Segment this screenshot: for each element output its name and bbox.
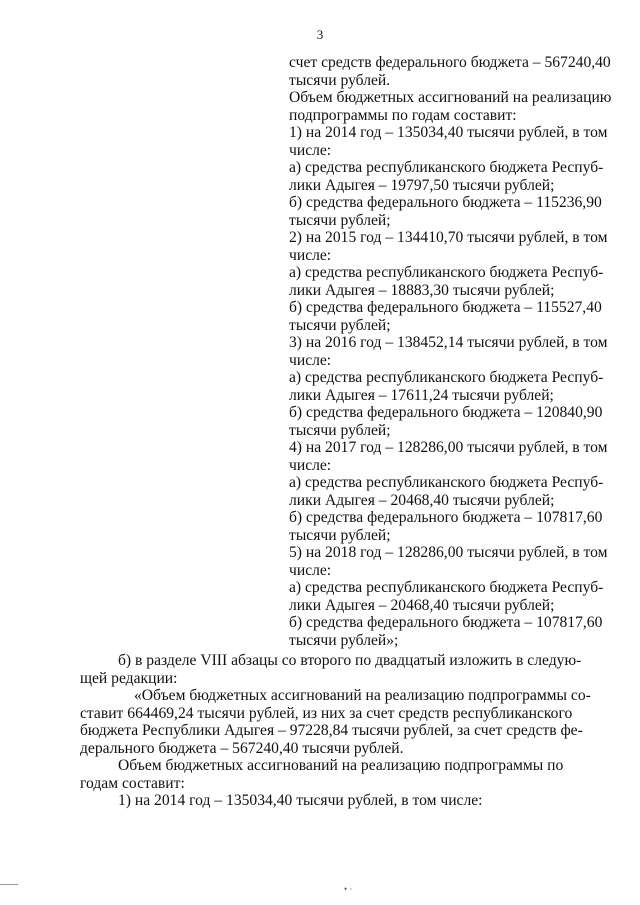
text-line: лики Адыгея – 20468,40 тысячи рублей;: [289, 596, 555, 614]
text-line: лики Адыгея – 18883,30 тысячи рублей;: [289, 281, 555, 299]
text-line: б) средства федерального бюджета – 115236,90: [289, 194, 602, 211]
text-line: 3) на 2016 год – 138452,14 тысячи рублей, в том: [289, 334, 608, 351]
text-line: тысячи рублей»;: [289, 631, 399, 649]
body-line: Объем бюджетных ассигнований на реализацию подпрограммы по: [118, 757, 564, 774]
text-line: а) средства республиканского бюджета Респуб-: [289, 159, 604, 176]
text-line: 5) на 2018 год – 128286,00 тысячи рублей, в том: [289, 544, 608, 561]
text-line: б) средства федерального бюджета – 120840,90: [289, 404, 603, 421]
body-line: б) в разделе VIII абзацы со второго по двадцатый изложить в следую-: [118, 652, 582, 669]
text-line: лики Адыгея – 19797,50 тысячи рублей;: [289, 176, 555, 194]
text-line: числе:: [289, 141, 332, 159]
text-line: тысячи рублей;: [289, 421, 391, 439]
text-line: б) средства федерального бюджета – 107817,60: [289, 509, 603, 526]
text-line: тысячи рублей;: [289, 211, 391, 229]
text-line: подпрограммы по годам составит:: [289, 106, 517, 124]
text-line: счет средств федерального бюджета – 567240,40: [289, 54, 611, 71]
right-column-text: [289, 54, 612, 649]
page-number: 3: [316, 27, 324, 42]
text-line: числе:: [289, 246, 332, 264]
text-line: тысячи рублей;: [289, 316, 391, 334]
text-line: числе:: [289, 456, 332, 474]
text-line: Объем бюджетных ассигнований на реализацию: [289, 89, 612, 106]
text-line: б) средства федерального бюджета – 107817,60: [289, 614, 603, 631]
body-line: годам составит:: [80, 775, 185, 792]
text-line: а) средства республиканского бюджета Респуб-: [289, 579, 604, 596]
body-line: ставит 664469,24 тысячи рублей, из них за счет средств республиканского: [80, 705, 573, 722]
text-line: а) средства республиканского бюджета Респуб-: [289, 264, 604, 281]
text-line: лики Адыгея – 20468,40 тысячи рублей;: [289, 491, 555, 509]
text-line: числе:: [289, 351, 332, 369]
body-line: дерального бюджета – 567240,40 тысячи рублей.: [80, 740, 404, 757]
body-line: бюджета Республики Адыгея – 97228,84 тысячи рублей, за счет средств фе-: [80, 722, 583, 739]
body-line: «Объем бюджетных ассигнований на реализацию подпрограммы со-: [134, 687, 591, 704]
text-line: 2) на 2015 год – 134410,70 тысячи рублей, в том: [289, 229, 608, 246]
text-line: б) средства федерального бюджета – 115527,40: [289, 299, 602, 316]
scan-mark: • ·: [344, 884, 353, 894]
scan-edge-line: [0, 884, 18, 885]
text-line: а) средства республиканского бюджета Респуб-: [289, 474, 604, 491]
text-line: числе:: [289, 561, 332, 579]
text-line: 1) на 2014 год – 135034,40 тысячи рублей, в том: [289, 124, 608, 141]
text-line: 4) на 2017 год – 128286,00 тысячи рублей, в том: [289, 439, 608, 456]
text-line: лики Адыгея – 17611,24 тысячи рублей;: [289, 386, 554, 404]
text-line: а) средства республиканского бюджета Респуб-: [289, 369, 604, 386]
text-line: тысячи рублей;: [289, 526, 391, 544]
text-line: тысячи рублей.: [289, 71, 391, 89]
body-line: 1) на 2014 год – 135034,40 тысячи рублей, в том числе:: [118, 792, 483, 809]
body-line: щей редакции:: [80, 670, 178, 687]
